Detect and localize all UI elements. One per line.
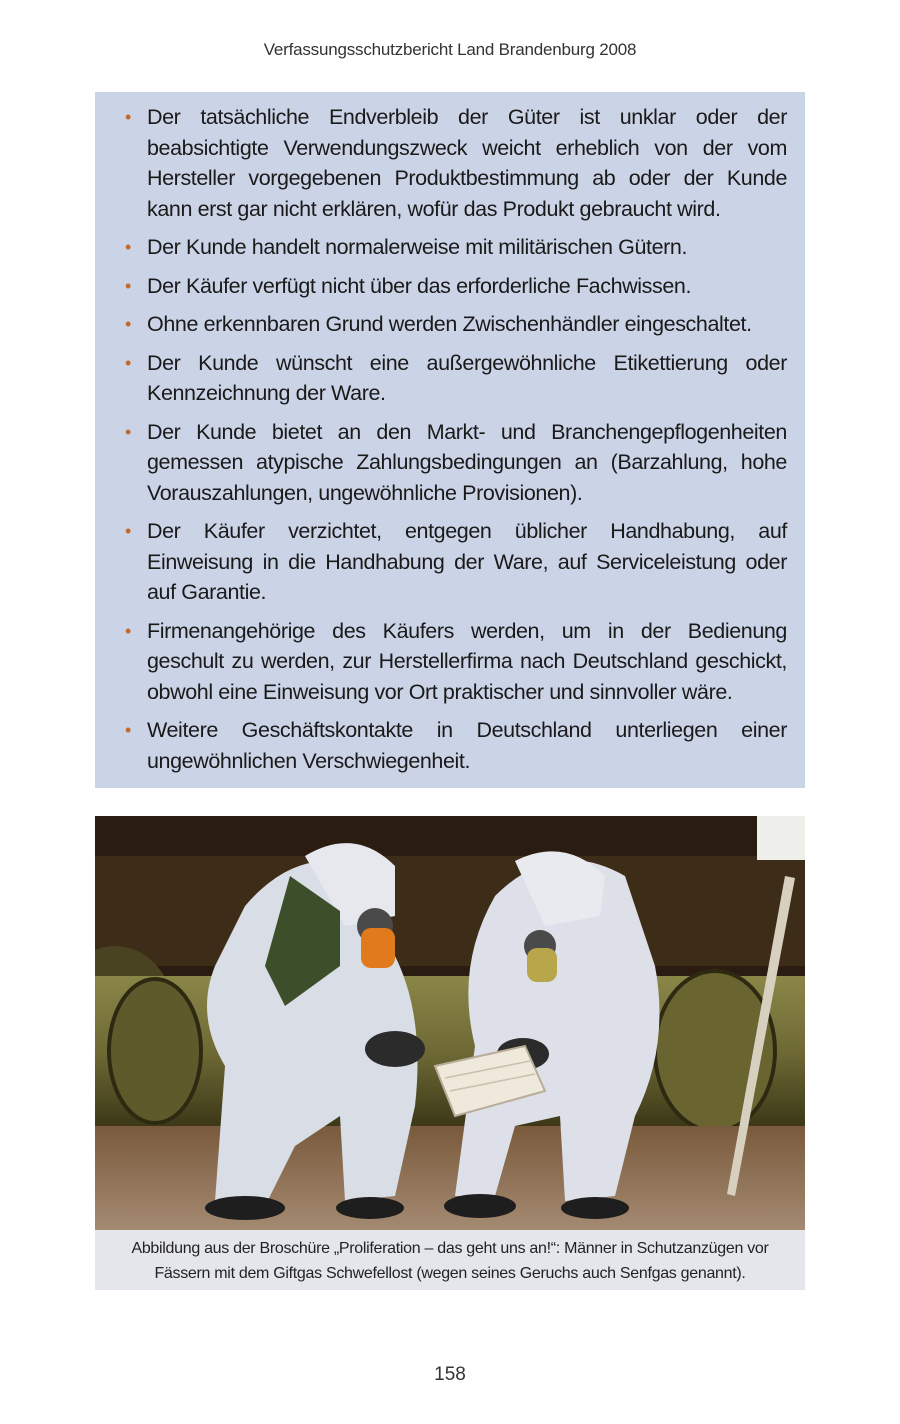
list-item-text: Der Käufer verfügt nicht über das erforderliche Fachwissen. xyxy=(147,273,692,298)
list-item-text: Der Kunde handelt normalerweise mit militärischen Gütern. xyxy=(147,235,688,259)
list-item xyxy=(109,232,787,263)
list-item-text: Der Kunde bietet an den Markt- und Branchengepflogenheiten gemessen atypische Zahlungsbedingungen an (Barzahlung, hohe Vorauszahlungen, ungewöhnliche Provisionen). xyxy=(147,419,787,505)
bullet-icon: • xyxy=(125,314,131,334)
list-item xyxy=(109,102,787,224)
bullet-icon: • xyxy=(125,421,131,442)
figure-caption: Abbildung aus der Broschüre „Proliferation – das geht uns an!“: Männer in Schutzanzügen vor Fässern mit dem Giftgas Schwefellost (wegen seines Geruchs auch Senfgas genannt). xyxy=(95,1230,805,1290)
list-item xyxy=(109,616,787,708)
list-item-text: Der tatsächliche Endverbleib der Güter ist unklar oder der beabsichtigte Verwendungszweck weicht erheblich von der vom Hersteller vorgegebenen Produktbestimmung ab oder der Kunde kann erst gar nicht erklären, wofür das Produkt gebraucht wird. xyxy=(147,105,787,221)
list-item-text: Der Käufer verzichtet, entgegen üblicher Handhabung, auf Einweisung in die Handhabung der Ware, auf Serviceleistung oder auf Garantie. xyxy=(147,519,787,604)
bullet-icon: • xyxy=(125,107,131,127)
criteria-box xyxy=(95,92,805,788)
bullet-icon: • xyxy=(125,521,131,541)
criteria-list xyxy=(109,102,787,776)
bullet-icon: • xyxy=(125,720,131,740)
list-item xyxy=(109,348,787,409)
bullet-icon: • xyxy=(125,275,131,296)
list-item-text: Ohne erkennbaren Grund werden Zwischenhändler eingeschaltet. xyxy=(147,312,752,336)
protective-suits-photo xyxy=(95,816,805,1230)
list-item-text: Der Kunde wünscht eine außergewöhnliche Etikettierung oder Kennzeichnung der Ware. xyxy=(147,350,787,405)
list-item xyxy=(109,309,787,340)
list-item xyxy=(109,271,787,302)
list-item-text: Weitere Geschäftskontakte in Deutschland unterliegen einer ungewöhnlichen Verschwiegenheit. xyxy=(147,718,787,773)
bullet-icon: • xyxy=(125,620,131,641)
list-item-text: Firmenangehörige des Käufers werden, um in der Bedienung geschult zu werden, zur Herstellerfirma nach Deutschland geschickt, obwohl eine Einweisung vor Ort praktischer und sinnvoller wäre. xyxy=(147,618,787,704)
list-item xyxy=(109,516,787,608)
running-header: Verfassungsschutzbericht Land Brandenburg 2008 xyxy=(263,40,637,59)
list-item xyxy=(109,417,787,509)
bullet-icon: • xyxy=(125,237,131,257)
list-item xyxy=(109,715,787,776)
photo-illustration xyxy=(95,816,805,1230)
bullet-icon: • xyxy=(125,352,131,373)
page-number: 158 xyxy=(434,1364,466,1385)
